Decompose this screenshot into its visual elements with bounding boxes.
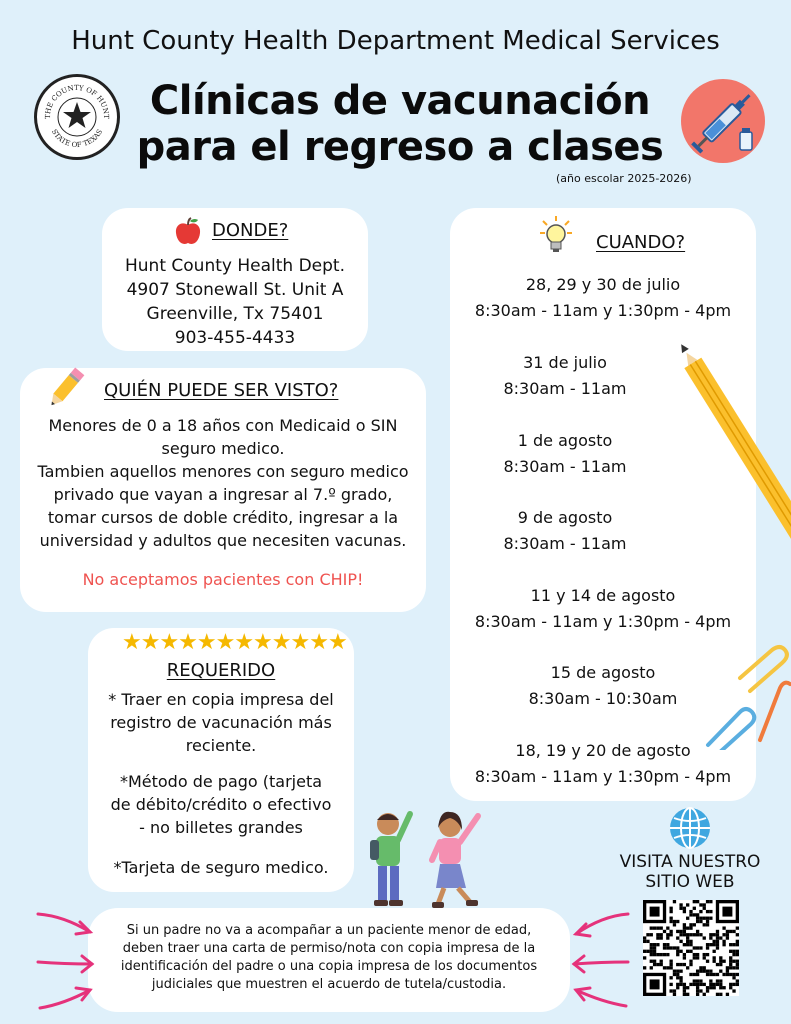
svg-text:THE COUNTY OF HUNT: THE COUNTY OF HUNT (43, 83, 111, 120)
requerido-item-2: *Método de pago (tarjeta de débito/crédito o efectivo - no billetes grandes (110, 772, 332, 837)
arrows-left-icon (34, 908, 104, 1022)
donde-card (102, 208, 368, 351)
arrows-right-icon (562, 906, 632, 1020)
paperclip-icon (700, 640, 791, 754)
guardian-note: Si un padre no va a acompañar a un paciente menor de edad, deben traer una carta de permiso/nota con copia impresa de la identificación del padre o una copia impresa de los documentos judiciales que muestren el acuerdo de tutela/custodia. (120, 923, 538, 992)
chip-warning: No aceptamos pacientes con CHIP! (82, 570, 364, 589)
schedule-entry: 28, 29 y 30 de julio 8:30am - 11am y 1:30pm - 4pm (474, 275, 732, 320)
page-title: Clínicas de vacunación para el regreso a clases (136, 78, 664, 170)
svg-text:STATE OF TEXAS: STATE OF TEXAS (49, 128, 105, 150)
requerido-item-3: *Tarjeta de seguro medico. (113, 858, 329, 877)
header-title: Hunt County Health Department Medical Services (71, 26, 720, 56)
schedule-entry: 11 y 14 de agosto 8:30am - 11am y 1:30pm - 4pm (474, 586, 732, 631)
schedule-entry: 31 de julio 8:30am - 11am (503, 353, 627, 398)
requerido-card (88, 628, 354, 892)
donde-heading: DONDE? (212, 220, 289, 241)
rating-stars: ★★★★★★★★★★★★ (122, 630, 347, 655)
kids-illustration (362, 806, 496, 916)
apple-icon (172, 216, 204, 252)
vaccine-icon (680, 78, 766, 164)
donde-address: Hunt County Health Dept. 4907 Stonewall St. Unit A Greenville, Tx 75401 903-455-4433 (125, 256, 345, 348)
lightbulb-icon (540, 216, 572, 258)
big-pencil-icon (660, 340, 791, 564)
schedule-entry: 18, 19 y 20 de agosto 8:30am - 11am y 1:30pm - 4pm (474, 741, 732, 786)
guardian-note-card (88, 908, 570, 1012)
quien-heading: QUIÉN PUEDE SER VISTO? (104, 380, 339, 401)
requerido-item-1: * Traer en copia impresa del registro de vacunación más reciente. (108, 690, 334, 755)
schedule-entry: 15 de agosto 8:30am - 10:30am (528, 663, 678, 708)
school-year-subtitle: (año escolar 2025-2026) (556, 172, 692, 185)
cuando-heading: CUANDO? (596, 232, 686, 253)
pencil-icon (42, 366, 88, 416)
star-icon (63, 102, 91, 128)
schedule-entry: 9 de agosto 8:30am - 11am (503, 508, 627, 553)
qr-code[interactable] (643, 900, 739, 996)
county-seal (34, 74, 120, 160)
globe-icon (668, 806, 712, 854)
quien-description: Menores de 0 a 18 años con Medicaid o SIN seguro medico. Tambien aquellos menores con seguro medico privado que vayan a ingresar al 7.º grado, tomar cursos de doble crédito, ingresar a la universidad y adultos que necesiten vacunas. (37, 416, 409, 550)
website-label: VISITA NUESTRO SITIO WEB (619, 852, 761, 892)
schedule-entry: 1 de agosto 8:30am - 11am (503, 431, 627, 476)
requerido-heading: REQUERIDO (166, 660, 276, 681)
